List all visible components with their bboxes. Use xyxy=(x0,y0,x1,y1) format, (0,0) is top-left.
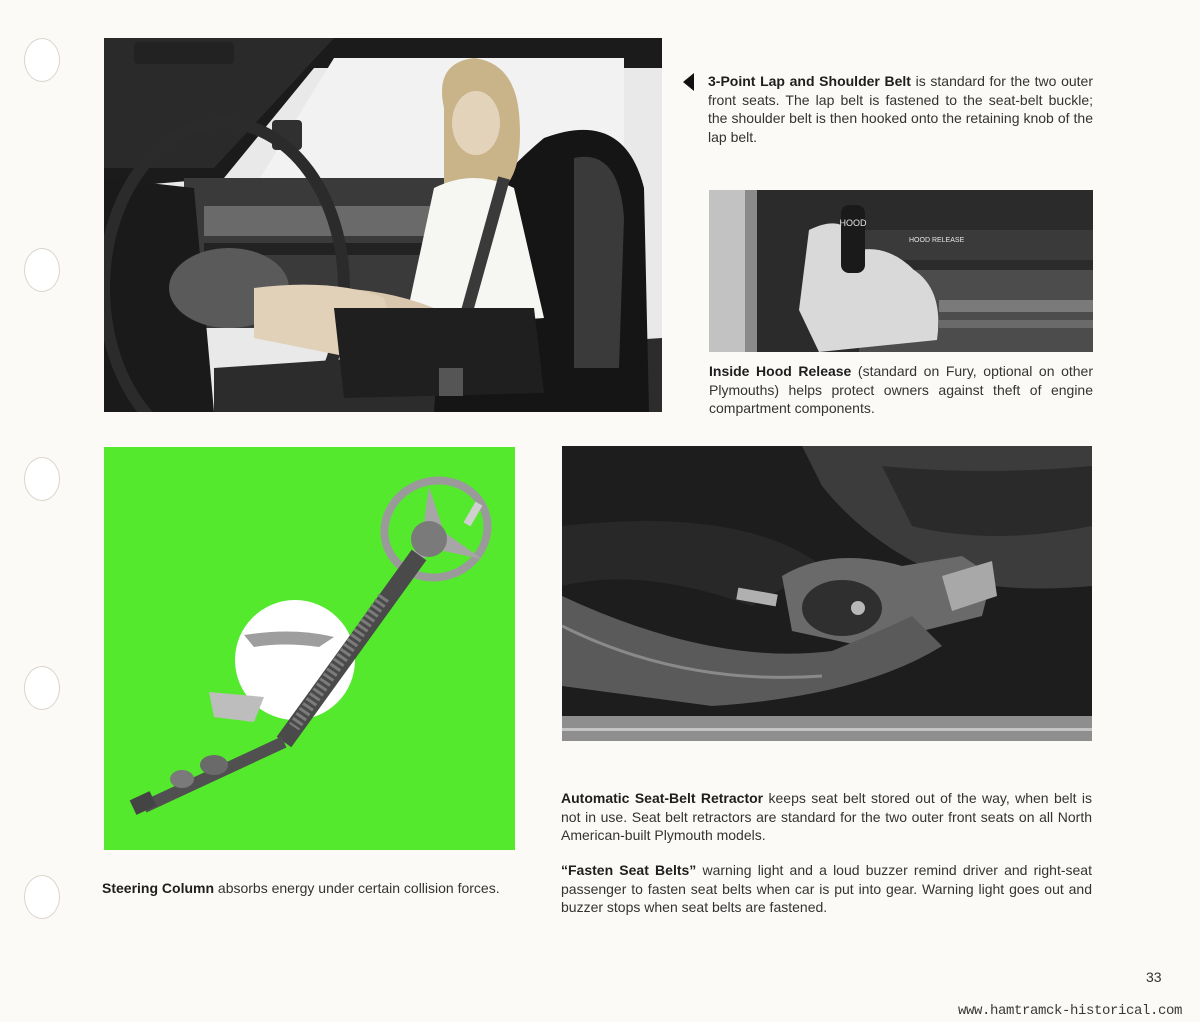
caption-body: warning light and a loud buzzer remind driver and right-seat passenger to fasten seat belts when car is put into gear. Warning light goes out and buzzer stops when seat belts are fastened. xyxy=(561,862,1092,915)
binder-hole xyxy=(24,248,60,292)
caption-steering-column xyxy=(102,879,516,898)
caption-title: “Fasten Seat Belts” xyxy=(561,862,697,878)
hood-knob-text: HOOD xyxy=(839,218,867,228)
binder-hole xyxy=(24,457,60,501)
binder-hole xyxy=(24,666,60,710)
caption-title: Automatic Seat-Belt Retractor xyxy=(561,790,764,806)
photo-hood-release xyxy=(709,190,1093,352)
binder-hole xyxy=(24,875,60,919)
caption-shoulder-belt xyxy=(708,72,1093,146)
caption-hood-release xyxy=(709,362,1093,418)
pointer-arrow-icon xyxy=(683,73,694,91)
watermark: www.hamtramck-historical.com xyxy=(958,1003,1183,1019)
caption-body: is standard for the two outer front seats. The lap belt is fastened to the seat-belt buckle; the shoulder belt is then hooked onto the retaining knob of the lap belt. xyxy=(708,73,1093,145)
caption-title: Steering Column xyxy=(102,880,215,896)
caption-fasten-belts xyxy=(561,861,1092,917)
caption-body: keeps seat belt stored out of the way, when belt is not in use. Seat belt retractors are standard for the two outer front seats on all North American-built Plymouth models. xyxy=(561,790,1093,843)
caption-title: 3-Point Lap and Shoulder Belt xyxy=(708,73,911,89)
caption-title: Inside Hood Release xyxy=(709,363,852,379)
caption-body: absorbs energy under certain collision forces. xyxy=(214,880,500,896)
photo-retractor xyxy=(562,446,1092,741)
page-number: 33 xyxy=(1146,969,1162,985)
hood-release-label: HOOD RELEASE xyxy=(909,237,965,244)
photo-shoulder-belt xyxy=(104,38,662,412)
binder-hole xyxy=(24,38,60,82)
photo-steering-column xyxy=(104,447,515,850)
caption-body: (standard on Fury, optional on other Plymouths) helps protect owners against theft of engine compartment components. xyxy=(709,363,1093,416)
caption-retractor xyxy=(561,789,1092,845)
